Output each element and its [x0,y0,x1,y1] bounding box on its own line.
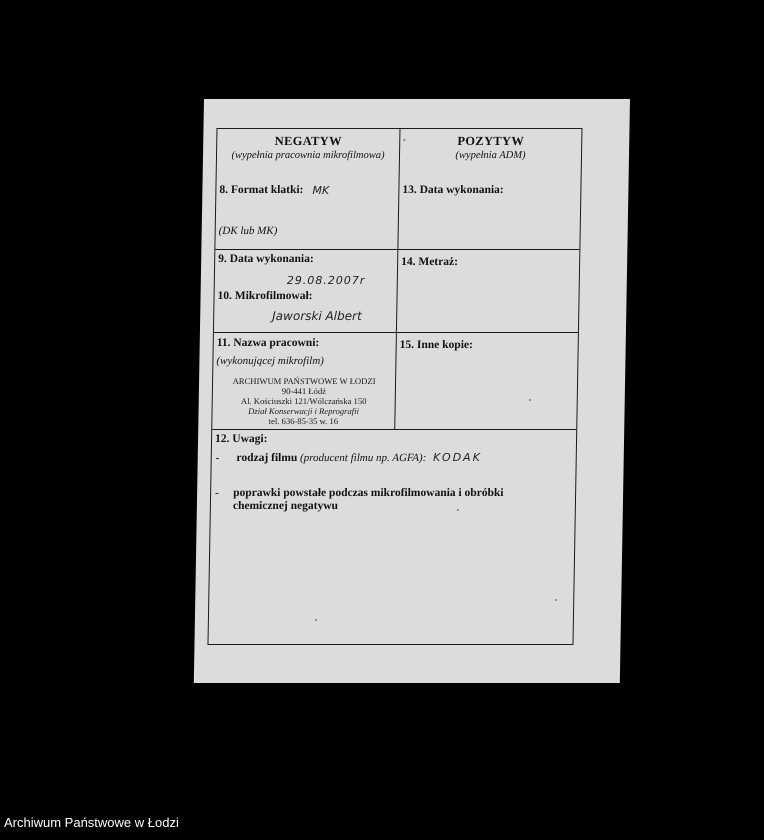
field-8-label: 8. Format klatki: [219,184,304,196]
form-row-date [214,250,579,333]
field-10-label: 10. Mikrofilmował: [217,290,313,302]
pozytyw-section [398,129,581,249]
negatyw-title: NEGATYW [274,134,342,148]
stamp-line-phone: tel. 636-85-35 w. 16 [268,416,339,426]
pozytyw-title: POZYTYW [457,134,525,148]
archive-stamp [212,376,395,426]
field-15-cell [395,333,578,429]
field-12-label: 12. Uwagi: [214,433,268,445]
stamp-line-address: Al. Kościuszki 121/Wólczańska 150 [240,396,367,406]
note-hint: (producent filmu np. AGFA): [299,452,427,464]
microfilm-form [207,128,582,645]
field-11-cell [212,333,397,429]
note-label: poprawki powstałe podczas mikrofilmowania i obróbki chemicznej negatywu [232,487,504,512]
form-row-workshop [212,333,578,430]
form-row-header [215,129,581,250]
field-9-label: 9. Data wykonania: [218,253,314,265]
field-11-label: 11. Nazwa pracowni: [216,337,320,349]
stamp-line-department: Dział Konserwacji i Reprografii [248,406,359,416]
field-8-hint: (DK lub MK) [218,225,278,237]
form-row-notes [208,430,576,644]
field-10-value: Jaworski Albert [272,309,362,323]
archive-watermark: Archiwum Państwowe w Łodzi [4,815,179,830]
bullet-dash: - [215,487,219,499]
bullet-dash: - [215,452,220,464]
microfilm-record-card [194,99,630,683]
stamp-line-name: ARCHIWUM PAŃSTWOWE W ŁODZI [232,376,376,386]
negatyw-section [215,129,400,249]
negatyw-subtitle: (wypełnia pracownia mikrofilmowa) [231,150,385,161]
field-11-hint: (wykonującej mikrofilm) [216,355,324,367]
field-9-10-cell [214,250,398,332]
field-14-label: 14. Metraż: [401,256,459,268]
field-13-label: 13. Data wykonania: [402,184,504,196]
field-14-cell [397,250,579,332]
field-15-label: 15. Inne kopie: [399,339,473,351]
note-item-corrections [215,487,571,513]
field-9-value: 29.08.2007r [286,274,366,287]
field-8-value: MK [312,184,330,197]
field-12-cell [208,430,576,644]
stamp-line-postcode: 90-441 Łódź [281,386,327,396]
note-label: rodzaj filmu [236,452,298,464]
note-value: KODAK [432,451,482,464]
pozytyw-subtitle: (wypełnia ADM) [455,150,526,161]
note-item-film-type [216,451,572,464]
